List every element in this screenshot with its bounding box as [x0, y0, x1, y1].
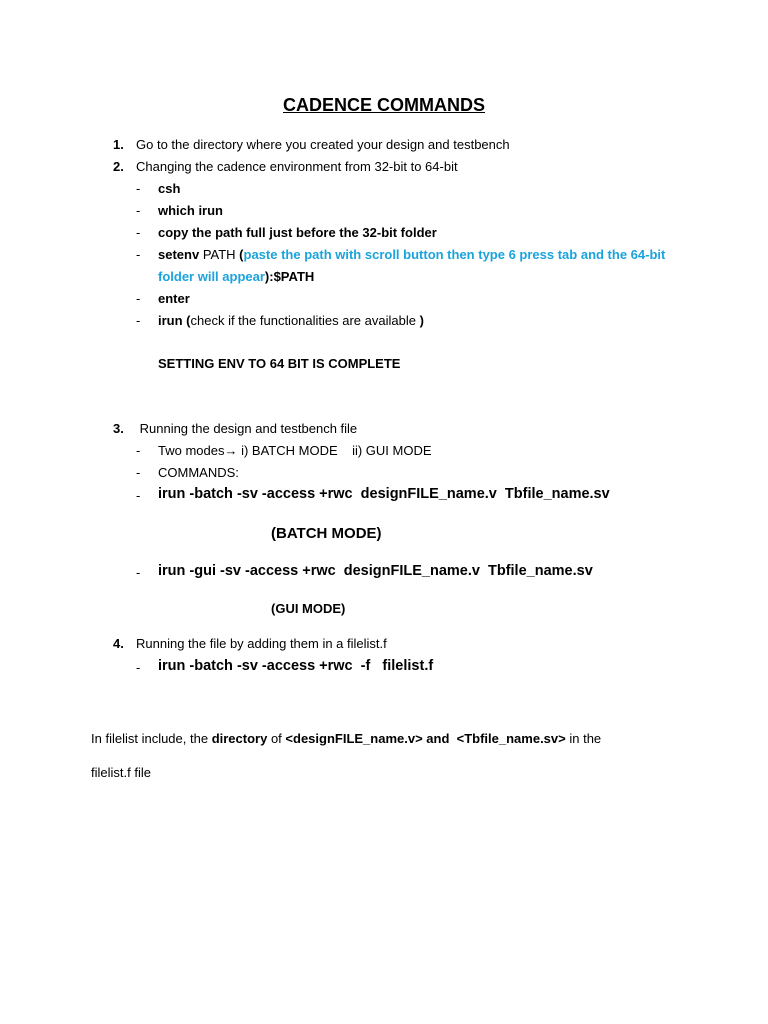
irun-keyword: irun (	[158, 313, 191, 328]
page-title: CADENCE COMMANDS	[283, 95, 485, 115]
step-two-modes	[158, 443, 432, 458]
item-1-text: Go to the directory where you created your design and testbench	[136, 137, 510, 152]
two-modes-list: i) BATCH MODE ii) GUI MODE	[237, 443, 432, 458]
step-csh: csh	[158, 181, 181, 196]
gui-command: irun -gui -sv -access +rwc designFILE_name.v Tbfile_name.sv	[158, 563, 593, 579]
dash-bullet: -	[136, 660, 141, 675]
gui-mode-label: (GUI MODE)	[271, 601, 346, 616]
note-text-e: in the	[565, 731, 602, 746]
dash-bullet: -	[136, 313, 141, 328]
item-4-text: Running the file by adding them in a filelist.f	[136, 636, 387, 651]
dash-bullet: -	[136, 291, 141, 306]
env-complete-note: SETTING ENV TO 64 BIT IS COMPLETE	[158, 356, 401, 371]
dash-bullet: -	[136, 247, 141, 262]
step-enter: enter	[158, 291, 190, 306]
note-directory-word: directory	[211, 731, 268, 746]
step-setenv-line1	[158, 247, 665, 262]
setenv-instruction-1: paste the path with scroll button then type 6 press tab and the 64-bit	[243, 247, 666, 262]
item-3-text: Running the design and testbench file	[136, 421, 358, 436]
two-modes-prefix: Two modes	[158, 443, 225, 458]
dash-bullet: -	[136, 488, 141, 503]
dash-bullet: -	[136, 225, 141, 240]
arrow-right-icon: →	[224, 443, 238, 458]
setenv-path-word: PATH	[199, 247, 240, 262]
note-text-a: In filelist include, the	[91, 731, 212, 746]
step-which-irun: which irun	[158, 203, 223, 218]
dash-bullet: -	[136, 465, 141, 480]
step-commands-label: COMMANDS:	[158, 465, 239, 480]
batch-mode-label: (BATCH MODE)	[271, 525, 382, 542]
item-2-number: 2.	[113, 159, 124, 174]
note-text-c: of	[267, 731, 286, 746]
step-irun-check	[158, 313, 424, 328]
note-file-names: <designFILE_name.v> and <Tbfile_name.sv>	[285, 731, 566, 746]
irun-close-paren: )	[419, 313, 424, 328]
item-2-text: Changing the cadence environment from 32-bit to 64-bit	[136, 159, 458, 174]
step-setenv-line2	[158, 269, 314, 284]
dash-bullet: -	[136, 443, 141, 458]
setenv-paren-open: (	[239, 247, 244, 262]
item-3-number: 3.	[113, 421, 124, 436]
filelist-command: irun -batch -sv -access +rwc -f filelist.f	[158, 658, 434, 674]
item-1-number: 1.	[113, 137, 124, 152]
dash-bullet: -	[136, 203, 141, 218]
setenv-keyword: setenv	[158, 247, 200, 262]
dash-bullet: -	[136, 565, 141, 580]
dash-bullet: -	[136, 181, 141, 196]
filelist-note-line1	[91, 731, 601, 746]
item-4-number: 4.	[113, 636, 124, 651]
step-copy-path: copy the path full just before the 32-bit folder	[158, 225, 437, 240]
batch-command: irun -batch -sv -access +rwc designFILE_name.v Tbfile_name.sv	[158, 486, 610, 502]
setenv-instruction-2: folder will appear	[158, 269, 265, 284]
filelist-note-line2: filelist.f file	[91, 765, 151, 780]
setenv-path-end: ):$PATH	[264, 269, 315, 284]
irun-check-text: check if the functionalities are available	[190, 313, 420, 328]
